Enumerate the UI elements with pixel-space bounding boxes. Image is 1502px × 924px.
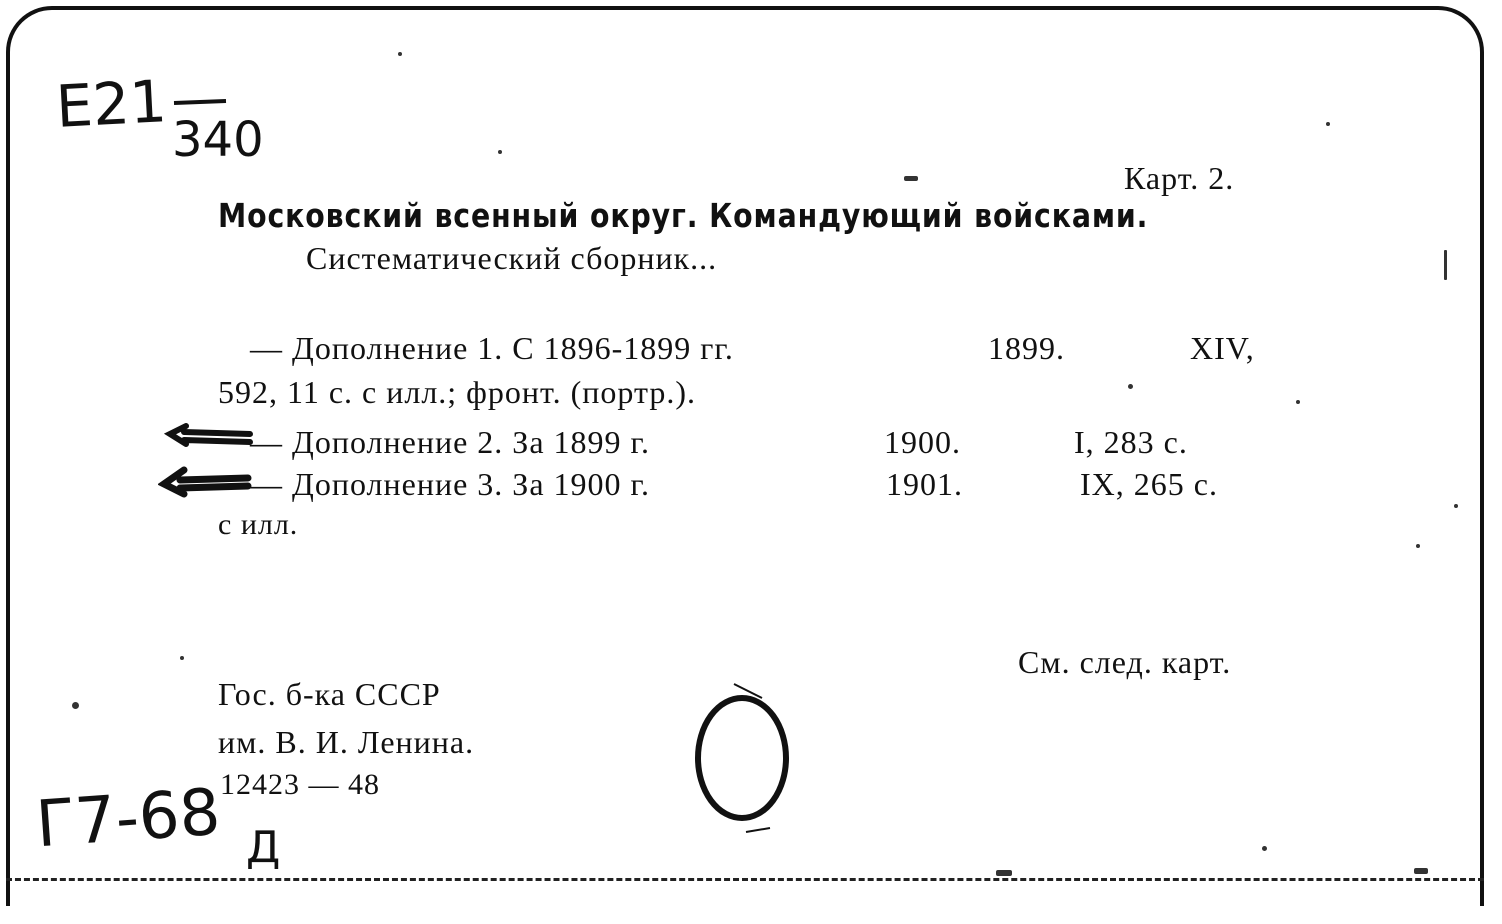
entry-1-pages: XIV, xyxy=(1190,330,1255,366)
dust-speck xyxy=(498,150,502,154)
shelf-mark-fraction-line xyxy=(172,98,232,108)
dust-speck xyxy=(1416,544,1420,548)
entry-2-arrow-mark xyxy=(164,418,254,452)
entry-3-title: — Дополнение 3. За 1900 г. xyxy=(250,466,651,502)
entry-1-year: 1899. xyxy=(988,330,1065,366)
entry-3-arrow-mark xyxy=(158,460,252,500)
library-print-number: 12423 — 48 xyxy=(220,768,380,801)
dust-speck xyxy=(1296,400,1300,404)
entry-3-year: 1901. xyxy=(886,466,963,502)
catalog-heading: Московский всенный округ. Командующий войсками. xyxy=(218,196,1149,235)
entry-2-year: 1900. xyxy=(884,424,961,460)
dust-speck xyxy=(72,702,79,709)
see-next-card-note: См. след. карт. xyxy=(1018,644,1232,680)
entry-2-pages: I, 283 с. xyxy=(1074,424,1188,460)
card-number: Карт. 2. xyxy=(1124,160,1235,196)
dust-speck xyxy=(904,176,918,181)
entry-2-title: — Дополнение 2. За 1899 г. xyxy=(250,424,651,460)
dust-speck xyxy=(1128,384,1133,389)
entry-1-description: 592, 11 с. с илл.; фронт. (портр.). xyxy=(218,374,696,410)
dust-speck xyxy=(1262,846,1267,851)
entry-1-title: — Дополнение 1. С 1896-1899 гг. xyxy=(250,330,734,366)
card-bottom-edge xyxy=(6,878,1484,881)
dust-speck xyxy=(996,870,1012,876)
library-name: Гос. б-ка СССР xyxy=(218,676,441,712)
dust-speck xyxy=(1454,504,1458,508)
entry-3-pages: IX, 265 с. xyxy=(1080,466,1218,502)
dust-speck xyxy=(398,52,402,56)
dust-speck xyxy=(1326,122,1330,126)
entry-3-description: с илл. xyxy=(218,508,299,541)
handwritten-shelf-mark-number: 340 xyxy=(172,112,264,168)
punch-hole xyxy=(686,676,806,846)
catalog-subtitle: Систематический сборник... xyxy=(306,240,718,276)
dust-speck xyxy=(1444,250,1447,280)
handwritten-bottom-letter: Д xyxy=(246,822,281,873)
dust-speck xyxy=(180,656,184,660)
handwritten-bottom-code: Г7-68 xyxy=(33,775,223,863)
handwritten-shelf-mark-prefix: E21 xyxy=(54,67,169,141)
library-dedication: им. В. И. Ленина. xyxy=(218,724,475,760)
dust-speck xyxy=(1414,868,1428,874)
